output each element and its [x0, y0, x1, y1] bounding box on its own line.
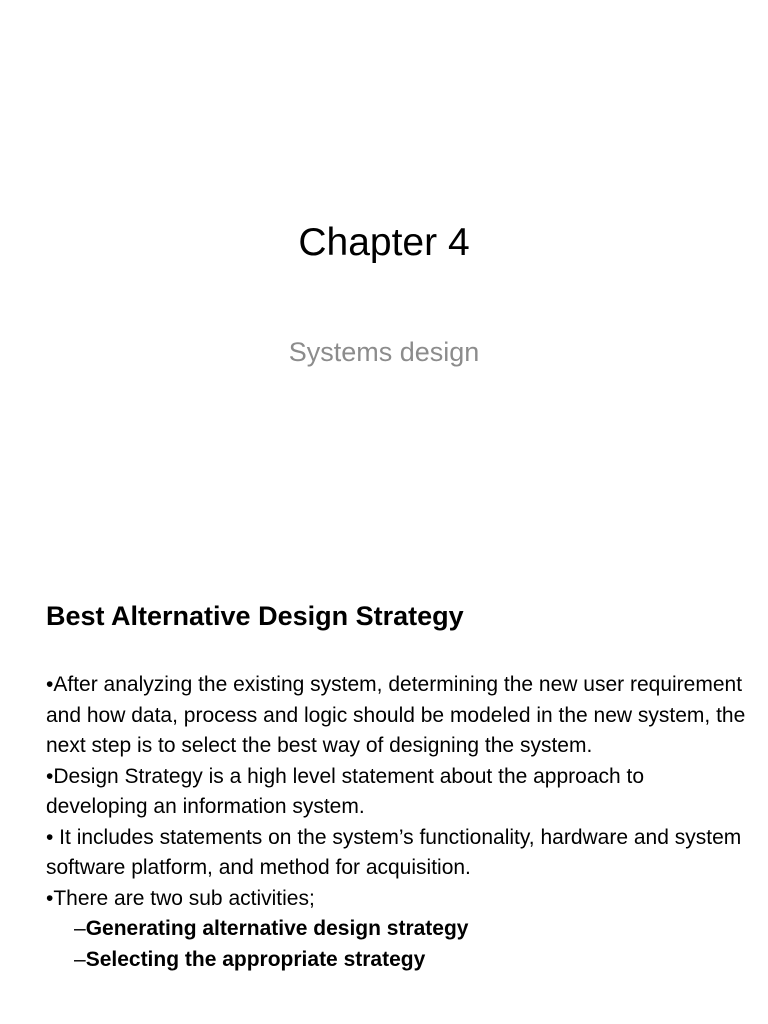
slide-heading: Best Alternative Design Strategy: [46, 601, 464, 631]
sub-activity-text: Selecting the appropriate strategy: [85, 947, 426, 971]
dash-marker: –: [74, 917, 86, 940]
slide-body: [46, 670, 746, 975]
bullet-paragraph: •Design Strategy is a high level statement about the approach to developing an information system.: [46, 764, 645, 818]
sub-activity-item: [46, 914, 746, 945]
sub-activity-text: Generating alternative design strategy: [85, 917, 469, 940]
sub-activity-item: [46, 945, 746, 976]
dash-marker: –: [74, 947, 86, 971]
bullet-paragraph: • It includes statements on the system’s functionality, hardware and system software platform, and method for acquisition.: [46, 825, 742, 879]
slide-title: Chapter 4: [298, 221, 470, 264]
slide-subtitle: Systems design: [288, 337, 480, 367]
bullet-paragraph: •After analyzing the existing system, determining the new user requirement and how data, process and logic should be modeled in the new system, the next step is to select the best way of designing the system.: [46, 673, 746, 757]
bullet-paragraph: •There are two sub activities;: [46, 886, 315, 910]
content-slide: [0, 576, 768, 1024]
